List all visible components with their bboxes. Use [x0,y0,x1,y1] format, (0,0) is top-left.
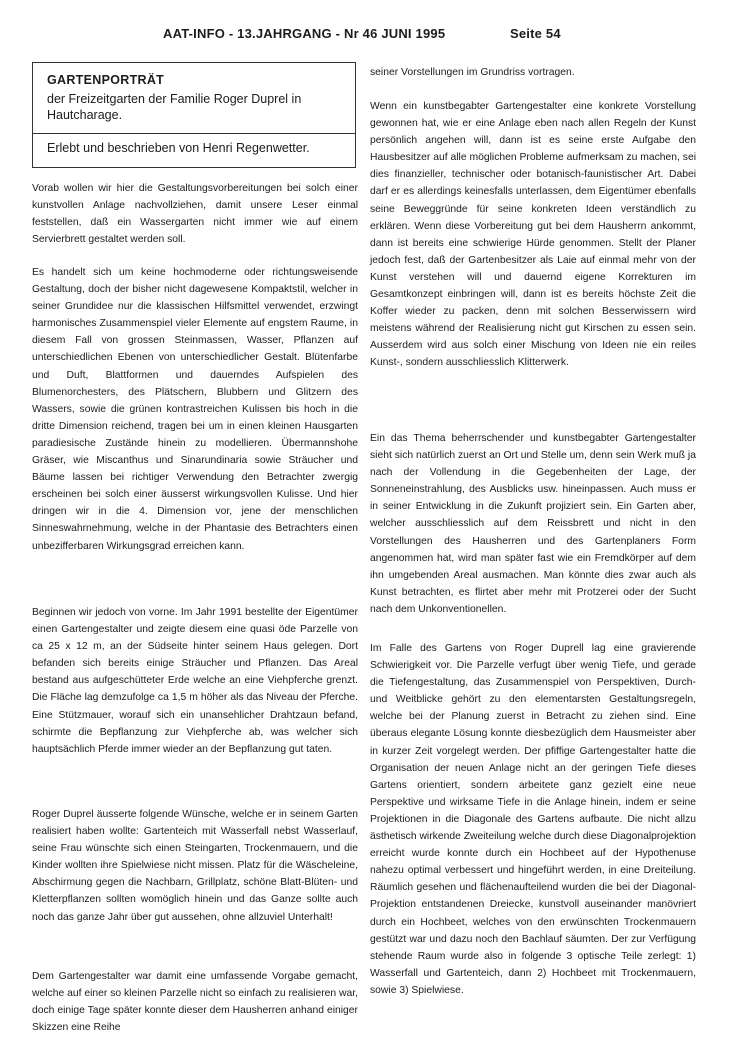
paragraph: Es handelt sich um keine hochmoderne oder richtungsweisende Gestaltung, doch der bisher nicht dagewesene Kompaktstil, welcher in seiner Grundidee nur die klassischen Hilfsmittel verwendet, erzwingt harmonisches Zusammenspiel vieler Elemente auf engstem Raume, in diesem Fall von grossen Steinmassen, Wasser, Pflanzen auf unterschiedlichen Ebenen von unterschiedlicher Gestalt. Blütenfarbe und Duft, Blattformen und dauerndes Aufspielen des Blumenorchesters, des Plätschern, Blubbern und Glitzern des Wassers, sowie die grünen kontrastreichen Kulissen bis hoch in die dritte Dimension reichend, tragen bei um in einen kleinen Hausgarten paradiesische Zustände hinein zu modellieren. Übermannshohe Gräser, wie Miscanthus und Sinarundinaria sowie Sträucher und Bäume lassen bei richtiger Verwendung den Betrachter zwergig erscheinen bei solch einer äusserst wirkungsvollen Kulisse. Und hier dringen wir in die 4. Dimension vor, jene der menschlichen Sinneswahrnehmung, welche in der Phantasie des Betrachters einen unbezifferbaren Wirkungsgrad erreichen kann. [32,267,358,552]
paragraph: Ein das Thema beherrschender und kunstbegabter Gartengestalter sieht sich natürlich zuerst an Ort und Stelle um, denn sein Werk muß ja nach der Vollendung in die Gegebenheiten der Lage, der Sonneneinstrahlung, des Ausblicks usw. hineinpassen. Auch muss er in seiner Entwicklung in die Zukunft projiziert sein. Ein Garten aber, welcher ausschliesslich auf dem Reissbrett und nicht in den Vorstellungen des Hausherren und des Gartenplaners Form angenommen hat, wird man später fast wie ein Fremdkörper auf dem ihn umgebenden Areal ausmachen. Man könnte dies zwar auch als Kunst betrachten, es flirtet aber mehr mit Protzerei oder der Sucht nach dem Unkonventionellen. [370,433,696,615]
paragraph: Beginnen wir jedoch von vorne. Im Jahr 1991 bestellte der Eigentümer einen Gartengestalter und zeigte diesem eine quasi öde Parzelle von ca 25 x 12 m, an der Südseite hinter seinem Haus gelegen. Dort befanden sich bereits einige Sträucher und Pflanzen. Das Areal bestand aus aufgeschütteter Erde welche an eine Viehpferche grenzt. Die Fläche lag demzufolge ca 1,5 m höher als das Niveau der Pferche. Eine Stützmauer, worauf sich ein unansehlicher Drahtzaun befand, schirmte die Bepflanzung zur Viehpferche ab, was welcher sich hauptsächlich Pferde immer wieder an der Bepflanzung gut taten. [32,607,358,755]
article-subtitle: der Freizeitgarten der Familie Roger Duprel in Hautcharage. [47,92,302,122]
publication-line: AAT-INFO - 13.JAHRGANG - Nr 46 JUNI 1995 [163,26,446,41]
paragraph: seiner Vorstellungen im Grundriss vortragen. [370,67,575,78]
paragraph: Roger Duprel äusserte folgende Wünsche, welche er in seinem Garten realisiert haben wollte: Gartenteich mit Wasserfall nebst Wasserlauf, seine Frau wünschte sich einen Steingarten, Trockenmauern, und die Kinder wollten ihre Spielwiese nicht missen. Platz für die Wäscheleine, Abschirmung gegen die Nachbarn, Grillplatz, schöne Blatt-Blüten- und Kletterpflanzen sollten womöglich hinein und das Ganze sollte auch noch das ganze Jahr über gut aussehen, ohne allzuviel Unterhalt! [32,809,358,923]
paragraph: Im Falle des Gartens von Roger Duprell lag eine gravierende Schwierigkeit vor. Die Parzelle verfugt über wenig Tiefe, und gerade die Tiefengestaltung, das Zusammenspiel von Perspektiven, Durch- und Weitblicke gehört zu den elementarsten Gestaltungsregeln, welche bei der Planung zuerst in Betracht zu ziehen sind. Eine überaus elegante Lösung konnte diesbezüglich dem Hausmeister aber in kurzer Zeit vorgelegt werden. Der pfiffige Gartengestalter hatte die Organisation der neuen Anlage nicht an der geringen Tiefe dieses Gartens orientiert, sondern arbeitete ganz gezielt eine neue Perspektive und wirksame Tiefe in die Anlage hinein, indem er seine Projektionen in die Diagonale des Gartens aufbaute. Die nicht allzu ästhetisch wirkende Zweiteilung welche durch diese Diagonalprojektion erreicht wurde konnte durch ein Hochbeet auf der Hypothenuse nahezu optimal verbessert und hingeführt werden, in eine Dreiteilung. Räumlich gesehen und flächenaufteilend wurden die bei der Diagonal-Projektion entstandenen Dreiecke, kunstvoll auseinander manövriert durch ein Hochbeet, welches von den erwünschten Trockenmauern gestützt war und dazu noch den Bachlauf säumten. Der zur Verfügung stehende Raum wurde also in folgende 3 optische Teile zerlegt: 1) Wasserfall und Gartenteich, dann 2) Hochbeet mit Trockenmauern, sowie 3) Spielwiese. [370,643,697,996]
page-number: Seite 54 [510,26,561,41]
article-kicker: GARTENPORTRÄT [47,73,165,87]
paragraph: Wenn ein kunstbegabter Gartengestalter eine konkrete Vorstellung gewonnen hat, wie er eine Anlage eben nach allen Regeln der Kunst persönlich angehen will, dann ist es seine erste Aufgabe den Hausbesitzer auf alle möglichen Probleme aufmerksam zu machen, sei dies finanzieller, technischer oder botanisch-faunistischer Art. Dabei darf er es allerdings keinesfalls unterlassen, dem Eigentümer ebenfalls seine Beweggründe für seine konkreten Ideen verständlich zu erklären. Wenn diese Vorbereitung gut bei dem Hausherrn ankommt, dann ist bereits eine schwierige Hürde genommen. Stellt der Planer jedoch fest, daß der Gartenbesitzer als Laie auf einmal mehr von der Kunst verstehen will und dauernd eigene Korrekturen im Gesamtkonzept einbringen will, dann ist es bereits höchste Zeit die Koffer wieder zu packen, denn mit solchen Besserwissern wird meistens während der Realisierung nicht gut Kirschen zu essen sein. Ausserdem wird aus solch einer Mischung von Ideen nie ein reiles Kunst-, sondern ausschliesslich Klitterwerk. [370,101,696,369]
article-author: Erlebt und beschrieben von Henri Regenwetter. [47,141,310,155]
paragraph: Dem Gartengestalter war damit eine umfassende Vorgabe gemacht, welche auf einer so kleinen Parzelle nicht so einfach zu realisieren war, doch einige Tage später konnte dieser dem Hausherren anhand einiger Skizzen eine Reihe [32,971,359,1034]
paragraph: Vorab wollen wir hier die Gestaltungsvorbereitungen bei solch einer kunstvollen Anlage nachvollziehen, damit unsere Leser einmal feststellen, daß ein Wassergarten nicht immer wie auf einem Servierbrett gestaltet werden soll. [32,183,358,246]
article-title-box [32,62,356,168]
title-box-divider [33,133,355,134]
